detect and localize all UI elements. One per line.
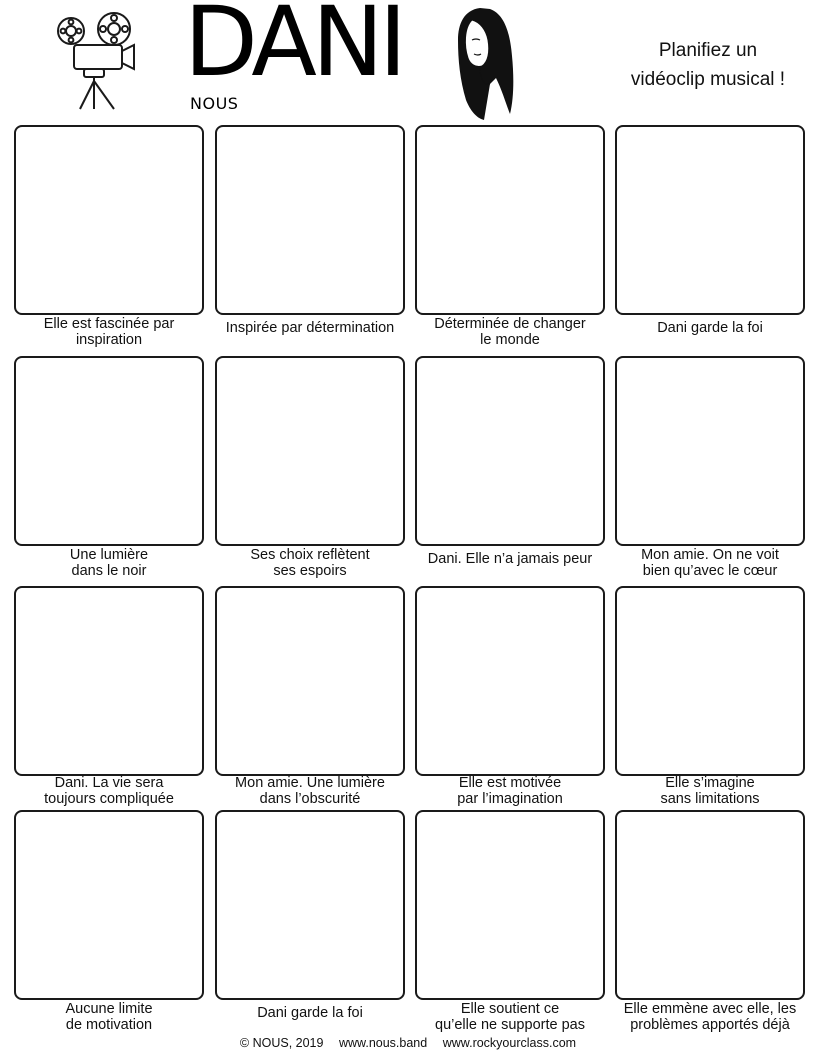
caption-line: inspiration — [75, 332, 143, 348]
storyboard-frame — [215, 356, 405, 546]
page-footer — [0, 1036, 816, 1050]
caption-line: Elle s’imagine — [665, 775, 755, 791]
storyboard-caption — [6, 775, 212, 807]
caption-line: sans limitations — [660, 791, 760, 807]
storyboard-frame — [215, 125, 405, 315]
storyboard-frame — [415, 125, 605, 315]
caption-line: Elle est motivée — [458, 775, 562, 791]
storyboard-frame — [415, 810, 605, 1000]
page-title: DANI — [184, 0, 403, 98]
caption-line: dans l’obscurité — [259, 791, 361, 807]
storyboard-caption — [407, 551, 613, 567]
storyboard-frame — [615, 810, 805, 1000]
copyright-text: © NOUS, 2019 — [239, 1036, 324, 1050]
storyboard-caption — [607, 320, 813, 336]
storyboard-caption — [607, 1001, 813, 1033]
storyboard-caption — [207, 775, 413, 807]
storyboard-frame — [415, 586, 605, 776]
storyboard-caption — [607, 775, 813, 807]
storyboard-caption — [6, 316, 212, 348]
caption-line: Dani. La vie sera — [54, 775, 164, 791]
footer-link-nous[interactable]: www.nous.band — [338, 1036, 428, 1050]
storyboard-frame — [14, 356, 204, 546]
brand-label: NOUS — [190, 94, 239, 113]
storyboard-frame — [615, 356, 805, 546]
caption-line: problèmes apportés déjà — [630, 1017, 790, 1033]
storyboard-frame — [615, 125, 805, 315]
caption-line: Elle emmène avec elle, les — [623, 1001, 797, 1017]
caption-line: Aucune limite — [65, 1001, 153, 1017]
caption-line: par l’imagination — [457, 791, 563, 807]
storyboard-caption — [207, 320, 413, 336]
caption-line: le monde — [480, 332, 540, 348]
caption-line: ses espoirs — [273, 563, 347, 579]
storyboard-caption — [607, 547, 813, 579]
storyboard-caption — [207, 1005, 413, 1021]
storyboard-frame — [415, 356, 605, 546]
caption-line: Ses choix reflètent — [250, 547, 370, 563]
storyboard-caption — [6, 1001, 212, 1033]
caption-line: bien qu’avec le cœur — [642, 563, 778, 579]
storyboard-caption — [407, 316, 613, 348]
caption-line: dans le noir — [71, 563, 147, 579]
caption-line: qu’elle ne supporte pas — [435, 1017, 585, 1033]
caption-line: de motivation — [65, 1017, 153, 1033]
caption-line: Elle soutient ce — [460, 1001, 560, 1017]
caption-line: Dani garde la foi — [257, 1005, 363, 1021]
caption-line: Mon amie. On ne voit — [641, 547, 779, 563]
storyboard-frame — [14, 810, 204, 1000]
caption-line: Mon amie. Une lumière — [235, 775, 385, 791]
storyboard-caption — [407, 1001, 613, 1033]
storyboard-frame — [14, 125, 204, 315]
storyboard-caption — [207, 547, 413, 579]
storyboard-frame — [215, 586, 405, 776]
tagline-line: vidéoclip musical ! — [630, 69, 786, 90]
caption-line: toujours compliquée — [44, 791, 174, 807]
storyboard-frame — [615, 586, 805, 776]
storyboard-caption — [407, 775, 613, 807]
caption-line: Inspirée par détermination — [225, 320, 395, 336]
tagline-line: Planifiez un — [658, 40, 758, 61]
footer-link-rockyourclass[interactable]: www.rockyourclass.com — [442, 1036, 577, 1050]
caption-line: Une lumière — [69, 547, 149, 563]
storyboard-frame — [14, 586, 204, 776]
caption-line: Déterminée de changer — [434, 316, 586, 332]
caption-line: Dani. Elle n’a jamais peur — [427, 551, 593, 567]
storyboard-caption — [6, 547, 212, 579]
caption-line: Dani garde la foi — [657, 320, 763, 336]
storyboard-frame — [215, 810, 405, 1000]
caption-line: Elle est fascinée par — [43, 316, 175, 332]
